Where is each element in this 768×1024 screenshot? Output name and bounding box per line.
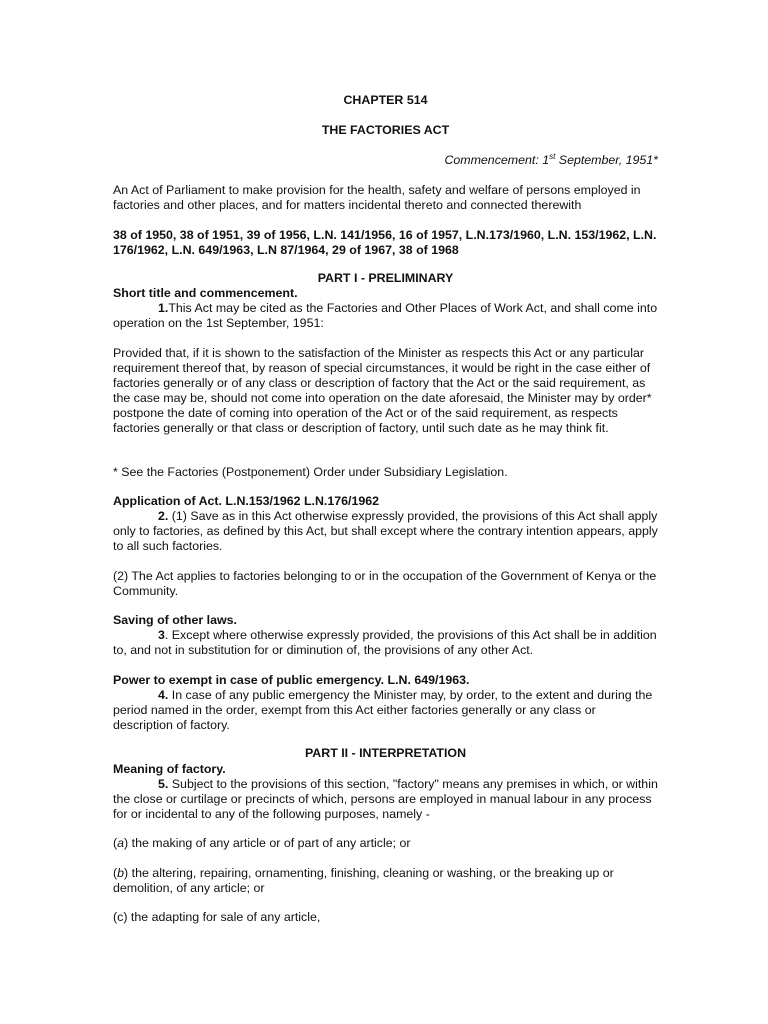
section-5-item-a: (a) the making of any article or of part of any article; or	[113, 836, 411, 850]
amendment-citations: 38 of 1950, 38 of 1951, 39 of 1956, L.N. 141/1956, 16 of 1957, L.N.173/1960, L.N. 153/1962, L.N. 176/1962, L.N. 649/1963, L.N 87/1964, 29 of 1967, 38 of 1968	[113, 228, 657, 257]
section-4-title: Power to exempt in case of public emergency. L.N. 649/1963.	[113, 673, 470, 687]
section-1-title: Short title and commencement.	[113, 286, 298, 300]
section-3-title: Saving of other laws.	[113, 613, 237, 627]
section-5-item-c: (c) the adapting for sale of any article,	[113, 910, 321, 924]
section-1-footnote: * See the Factories (Postponement) Order under Subsidiary Legislation.	[113, 465, 508, 479]
section-3-number: 3	[158, 628, 165, 642]
section-5-item-b: (b) the altering, repairing, ornamenting, finishing, cleaning or washing, or the breaking up or demolition, of any article; or	[113, 866, 614, 895]
section-5-title: Meaning of factory.	[113, 762, 226, 776]
section-5-text: 5. Subject to the provisions of this section, "factory" means any premises in which, or within the close or curtilage or precincts of which, persons are employed in manual labour in any process for or incidental to any of the following purposes, namely -	[113, 777, 658, 821]
section-4-number: 4.	[158, 688, 169, 702]
section-2-title: Application of Act. L.N.153/1962 L.N.176/1962	[113, 494, 380, 508]
preamble: An Act of Parliament to make provision for the health, safety and welfare of persons employed in factories and other places, and for matters incidental thereto and connected therewith	[113, 183, 641, 212]
section-1-proviso: Provided that, if it is shown to the satisfaction of the Minister as respects this Act or any particular requirement thereof that, by reason of special circumstances, it would be right in the case either of factories generally or of any class or description of factory that the Act or the said requirement, as the case may be, should not come into operation on the date aforesaid, the Minister may by order* postpone the date of coming into operation of the Act or of the said requirement, as respects factories generally or that class or description of factory, until such date as he may think fit.	[113, 346, 652, 435]
section-2-text: 2. (1) Save as in this Act otherwise expressly provided, the provisions of this Act shall apply only to factories, as defined by this Act, but shall except where the contrary intention appears, apply to all such factories.	[113, 509, 658, 553]
section-4-text: 4. In case of any public emergency the Minister may, by order, to the extent and during the period named in the order, exempt from this Act either factories generally or any class or description of factory.	[113, 688, 653, 732]
part-2-heading: PART II - INTERPRETATION	[304, 746, 467, 760]
section-1-text: 1.This Act may be cited as the Factories and Other Places of Work Act, and shall come into operation on the 1st September, 1951:	[113, 301, 658, 330]
commencement-date: Commencement: 1st September, 1951*	[444, 151, 658, 167]
chapter-number: CHAPTER 514	[343, 93, 428, 107]
section-3-text: 3. Except where otherwise expressly provided, the provisions of this Act shall be in addition to, and not in substitution for or diminution of, the provisions of any other Act.	[113, 628, 657, 657]
section-1-number: 1.	[158, 301, 169, 315]
act-title: THE FACTORIES ACT	[321, 123, 450, 137]
part-1-heading: PART I - PRELIMINARY	[317, 271, 454, 285]
section-5-number: 5.	[158, 777, 169, 791]
section-2-subsection-2: (2) The Act applies to factories belonging to or in the occupation of the Government of Kenya or the Community.	[113, 569, 657, 598]
section-2-number: 2.	[158, 509, 169, 523]
